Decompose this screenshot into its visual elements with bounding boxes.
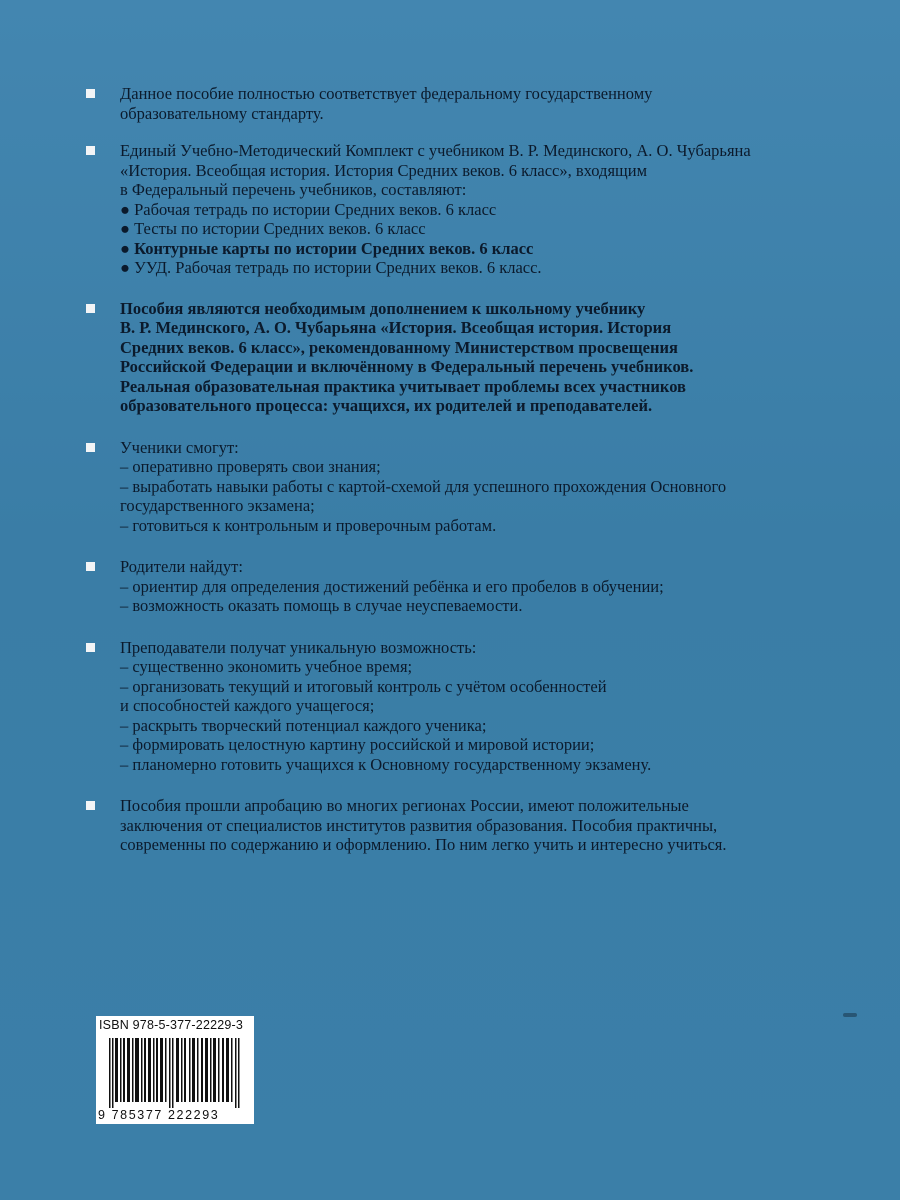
text-line: заключения от специалистов институтов развития образования. Пособия практичны, (120, 815, 718, 835)
umk-item (120, 219, 860, 239)
section-purpose (80, 299, 860, 416)
print-speck (843, 1013, 857, 1017)
text-line: Ученики смогут: (120, 437, 239, 457)
text-line: государственного экзамена; (120, 496, 315, 515)
text-line: Данное пособие полностью соответствует федеральному государственному (120, 84, 653, 103)
text-line: образовательному стандарту. (120, 103, 324, 123)
text-line: Реальная образовательная практика учитывает проблемы всех участников (120, 376, 686, 396)
umk-item-label: Тесты по истории Средних веков. 6 класс (134, 219, 426, 238)
text-line: и способностей каждого учащегося; (120, 696, 375, 715)
text-line: – оперативно проверять свои знания; (120, 457, 381, 476)
barcode-icon (109, 1038, 243, 1108)
text-line: Единый Учебно-Методический Комплект с учебником В. Р. Мединского, А. О. Чубарьяна (120, 141, 751, 160)
text-line: Преподаватели получат уникальную возможность: (120, 637, 477, 657)
text-line: Средних веков. 6 класс», рекомендованному Министерством просвещения (120, 337, 678, 357)
text-line: – готовиться к контрольным и проверочным работам. (120, 515, 497, 535)
description-sections (80, 84, 860, 871)
section-teachers (80, 638, 860, 775)
text-line: – раскрыть творческий потенциал каждого ученика; (120, 715, 487, 735)
umk-item (120, 200, 860, 220)
umk-item-label: Контурные карты по истории Средних веков. 6 класс (134, 238, 534, 258)
section-students (80, 438, 860, 536)
umk-item-label: Рабочая тетрадь по истории Средних веков. 6 класс (134, 199, 497, 219)
barcode-digits: 9 785377 222293 (98, 1108, 220, 1122)
text-line: «История. Всеобщая история. История Средних веков. 6 класс», входящим (120, 160, 648, 180)
section-approbation (80, 796, 860, 855)
square-bullet-icon (86, 443, 95, 452)
square-bullet-icon (86, 89, 95, 98)
isbn-label: ISBN 978-5-377-22229-3 (99, 1018, 244, 1032)
isbn-barcode-block (96, 1016, 254, 1124)
umk-item (120, 258, 860, 278)
text-line: современны по содержанию и оформлению. По ним легко учить и интересно учиться. (120, 835, 727, 854)
text-line: В. Р. Мединского, А. О. Чубарьяна «История. Всеобщая история. История (120, 318, 672, 337)
text-line: – выработать навыки работы с картой-схемой для успешного прохождения Основного (120, 476, 727, 496)
square-bullet-icon (86, 304, 95, 313)
text-line: – существенно экономить учебное время; (120, 657, 413, 676)
text-line: – организовать текущий и итоговый контроль с учётом особенностей (120, 676, 607, 696)
round-bullet-icon: ● (120, 238, 130, 258)
text-line: в Федеральный перечень учебников, составляют: (120, 180, 467, 199)
square-bullet-icon (86, 562, 95, 571)
round-bullet-icon: ● (120, 199, 130, 219)
umk-item-label: УУД. Рабочая тетрадь по истории Средних веков. 6 класс. (134, 258, 542, 277)
round-bullet-icon: ● (120, 258, 130, 277)
round-bullet-icon: ● (120, 219, 130, 238)
section-umk (80, 141, 860, 278)
text-line: – формировать целостную картину российской и мировой истории; (120, 735, 595, 754)
text-line: Родители найдут: (120, 557, 243, 576)
text-line: Пособия являются необходимым дополнением к школьному учебнику (120, 298, 646, 318)
text-line: образовательного процесса: учащихся, их родителей и преподавателей. (120, 396, 653, 415)
text-line: – ориентир для определения достижений ребёнка и его пробелов в обучении; (120, 576, 664, 596)
square-bullet-icon (86, 146, 95, 155)
square-bullet-icon (86, 643, 95, 652)
square-bullet-icon (86, 801, 95, 810)
umk-item-highlighted (120, 239, 860, 259)
section-standard (80, 84, 860, 123)
text-line: Российской Федерации и включённому в Федеральный перечень учебников. (120, 357, 694, 376)
section-parents (80, 557, 860, 616)
text-line: Пособия прошли апробацию во многих регионах России, имеют положительные (120, 796, 689, 815)
text-line: – планомерно готовить учащихся к Основному государственному экзамену. (120, 754, 652, 774)
text-line: – возможность оказать помощь в случае неуспеваемости. (120, 596, 523, 615)
